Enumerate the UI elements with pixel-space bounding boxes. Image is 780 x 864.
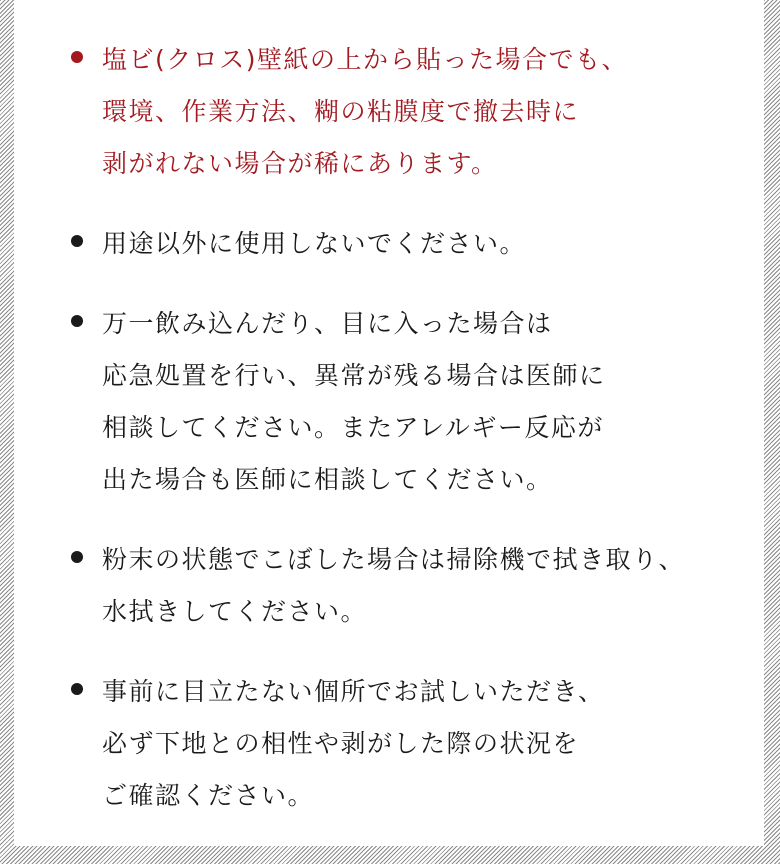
notice-text-line: 塩ビ(クロス)壁紙の上から貼った場合でも、	[102, 45, 629, 74]
notice-text-line: 環境、作業方法、糊の粘膜度で撤去時に	[102, 97, 580, 126]
notice-text-line: 必ず下地との相性や剥がした際の状況を	[102, 729, 580, 758]
notice-item	[14, 298, 764, 506]
bullet-dot-icon	[71, 315, 83, 327]
notice-text-line: 水拭きしてください。	[102, 597, 368, 626]
notice-text-line: 用途以外に使用しないでください。	[102, 229, 527, 258]
notice-text-line: 出た場合も医師に相談してください。	[102, 465, 553, 494]
bullet-dot-icon	[71, 51, 83, 63]
notice-text-line: 剥がれない場合が稀にあります。	[102, 149, 498, 178]
notice-item	[14, 218, 764, 270]
caution-notice-list	[14, 34, 764, 850]
notice-item	[14, 34, 764, 190]
bullet-dot-icon	[71, 551, 83, 563]
notice-item	[14, 666, 764, 822]
notice-text-line: 粉末の状態でこぼした場合は掃除機で拭き取り、	[102, 545, 686, 574]
notice-item	[14, 534, 764, 638]
bullet-dot-icon	[71, 683, 83, 695]
notice-text-line: 事前に目立たない個所でお試しいただき、	[102, 677, 605, 706]
notice-text-line: 相談してください。またアレルギー反応が	[102, 413, 604, 442]
notice-text-line: ご確認ください。	[102, 781, 315, 810]
notice-text-line: 応急処置を行い、異常が残る場合は医師に	[102, 361, 606, 390]
notice-card	[14, 0, 764, 846]
bullet-dot-icon	[71, 235, 83, 247]
notice-text-line: 万一飲み込んだり、目に入った場合は	[102, 309, 553, 338]
